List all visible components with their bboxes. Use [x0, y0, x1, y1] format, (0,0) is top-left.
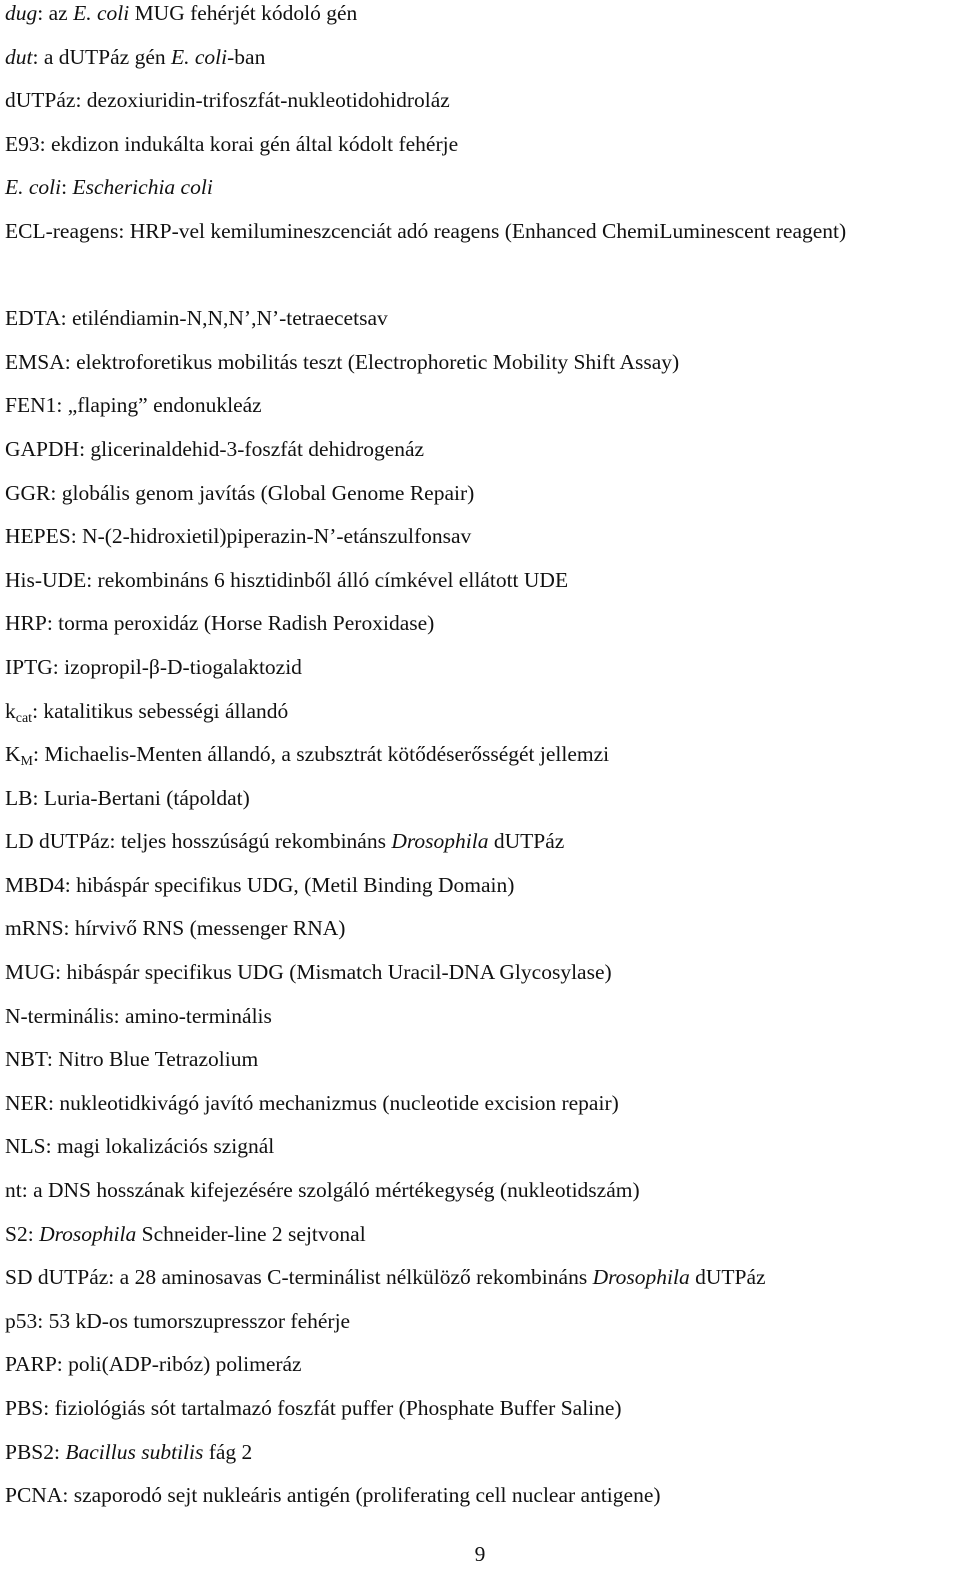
entry-text: LB: Luria-Bertani (tápoldat)	[5, 785, 250, 810]
entry-text: PBS: fiziológiás sót tartalmazó foszfát puffer (Phosphate Buffer Saline)	[5, 1396, 622, 1420]
abbreviation-entry	[5, 1038, 955, 1082]
abbreviation-entry	[5, 1474, 955, 1518]
entry-text: NER: nukleotidkivágó javító mechanizmus (nucleotide excision repair)	[5, 1090, 619, 1115]
entry-text: HEPES: N-(2-hidroxietil)piperazin-N’-etánszulfonsav	[5, 524, 472, 549]
abbreviation-entry	[5, 951, 955, 995]
italic-text: dug	[5, 1, 38, 25]
abbreviation-entry	[5, 1213, 955, 1257]
abbreviation-entry	[5, 777, 955, 821]
abbreviation-entry	[5, 995, 955, 1039]
entry-text: :	[61, 175, 73, 200]
entry-text: MBD4: hibáspár specifikus UDG, (Metil Binding Domain)	[5, 872, 515, 897]
italic-text: dut	[5, 44, 33, 69]
entry-text: dUTPáz: dezoxiuridin-trifoszfát-nukleotidohidroláz	[5, 88, 450, 113]
abbreviation-entry	[5, 166, 955, 210]
abbreviation-entry	[5, 36, 955, 80]
abbreviation-entry	[5, 1256, 955, 1300]
entry-text: p53: 53 kD-os tumorszupresszor fehérje	[5, 1308, 351, 1333]
entry-text: dUTPáz	[488, 829, 565, 854]
abbreviation-entry	[5, 1082, 955, 1126]
italic-text: Drosophila	[592, 1265, 690, 1290]
italic-text: Drosophila	[391, 829, 489, 854]
italic-text: E. coli	[171, 44, 228, 69]
entry-text: SD dUTPáz: a 28 aminosavas C-terminálist nélkülöző rekombináns	[5, 1265, 593, 1290]
abbreviation-entry	[5, 123, 955, 167]
italic-text: E. coli	[5, 175, 62, 200]
abbreviation-entry	[5, 297, 955, 341]
entry-text: MUG: hibáspár specifikus UDG (Mismatch Uracil-DNA Glycosylase)	[5, 960, 612, 985]
abbreviation-entry	[5, 1387, 955, 1431]
abbreviation-entry	[5, 733, 955, 777]
abbreviation-entry	[5, 907, 955, 951]
abbreviation-entry	[5, 559, 955, 603]
entry-text: PCNA: szaporodó sejt nukleáris antigén (proliferating cell nuclear antigene)	[5, 1483, 661, 1508]
entry-text: E93: ekdizon indukálta korai gén által kódolt fehérje	[5, 131, 459, 156]
entry-text: dUTPáz	[689, 1265, 766, 1290]
entry-text: k	[5, 698, 16, 723]
abbreviation-entry	[5, 79, 955, 123]
italic-text: Drosophila	[39, 1221, 137, 1246]
abbreviation-entry	[5, 1125, 955, 1169]
italic-text: Bacillus subtilis	[65, 1439, 204, 1464]
entry-text: EMSA: elektroforetikus mobilitás teszt (Electrophoretic Mobility Shift Assay)	[5, 349, 680, 374]
entry-text: His-UDE: rekombináns 6 hisztidinből álló címkével ellátott UDE	[5, 567, 569, 592]
abbreviation-entry	[5, 210, 955, 297]
abbreviation-entry	[5, 1169, 955, 1213]
entry-text: : az	[37, 1, 74, 25]
entry-text: IPTG: izopropil-β-D-tiogalaktozid	[5, 654, 302, 679]
entry-text: fág 2	[203, 1439, 253, 1464]
entry-text: MUG fehérjét kódoló gén	[129, 1, 358, 25]
italic-text: Escherichia coli	[72, 175, 213, 200]
abbreviation-entry	[5, 646, 955, 690]
entry-text: : Michaelis-Menten állandó, a szubsztrát kötődéserősségét jellemzi	[32, 742, 610, 767]
entry-text: -ban	[227, 44, 266, 69]
italic-text: E. coli	[73, 1, 130, 25]
entry-text: mRNS: hírvivő RNS (messenger RNA)	[5, 916, 346, 941]
abbreviation-entry	[5, 1300, 955, 1344]
abbreviation-entry	[5, 0, 955, 36]
abbreviation-entry	[5, 690, 955, 734]
page-number: 9	[474, 1542, 486, 1566]
entry-text: NLS: magi lokalizációs szignál	[5, 1134, 275, 1159]
subscript-text: M	[20, 754, 33, 770]
abbreviation-entry	[5, 472, 955, 516]
abbreviation-entry	[5, 864, 955, 908]
entry-text: Schneider-line 2 sejtvonal	[136, 1221, 366, 1246]
abbreviation-entry	[5, 341, 955, 385]
abbreviation-entry	[5, 602, 955, 646]
abbreviation-entry	[5, 384, 955, 428]
entry-text: N-terminális: amino-terminális	[5, 1003, 272, 1028]
entry-text: EDTA: etiléndiamin-N,N,N’,N’-tetraecetsav	[5, 306, 388, 331]
entry-text: GAPDH: glicerinaldehid-3-foszfát dehidrogenáz	[5, 436, 425, 461]
abbreviation-entry	[5, 1431, 955, 1475]
abbreviation-entry	[5, 1343, 955, 1387]
entry-text: NBT: Nitro Blue Tetrazolium	[5, 1047, 259, 1072]
entry-text: nt: a DNS hosszának kifejezésére szolgáló mértékegység (nukleotidszám)	[5, 1178, 640, 1203]
entry-text: LD dUTPáz: teljes hosszúságú rekombináns	[5, 829, 392, 854]
subscript-text: cat	[15, 710, 33, 726]
entry-text: : a dUTPáz gén	[32, 44, 171, 69]
entry-text: ECL-reagens: HRP-vel kemilumineszcenciát adó reagens (Enhanced ChemiLuminescent reagent)	[5, 218, 847, 243]
abbreviation-list	[5, 0, 955, 1518]
entry-text: S2:	[5, 1221, 40, 1246]
entry-text: PARP: poli(ADP-ribóz) polimeráz	[5, 1352, 302, 1377]
entry-text: : katalitikus sebességi állandó	[32, 698, 289, 723]
entry-text: PBS2:	[5, 1439, 66, 1464]
entry-text: FEN1: „flaping” endonukleáz	[5, 393, 262, 418]
abbreviation-entry	[5, 820, 955, 864]
abbreviation-entry	[5, 515, 955, 559]
entry-text: HRP: torma peroxidáz (Horse Radish Peroxidase)	[5, 611, 435, 636]
entry-text: GGR: globális genom javítás (Global Genome Repair)	[5, 480, 475, 505]
abbreviation-entry	[5, 428, 955, 472]
entry-text: K	[5, 742, 21, 767]
